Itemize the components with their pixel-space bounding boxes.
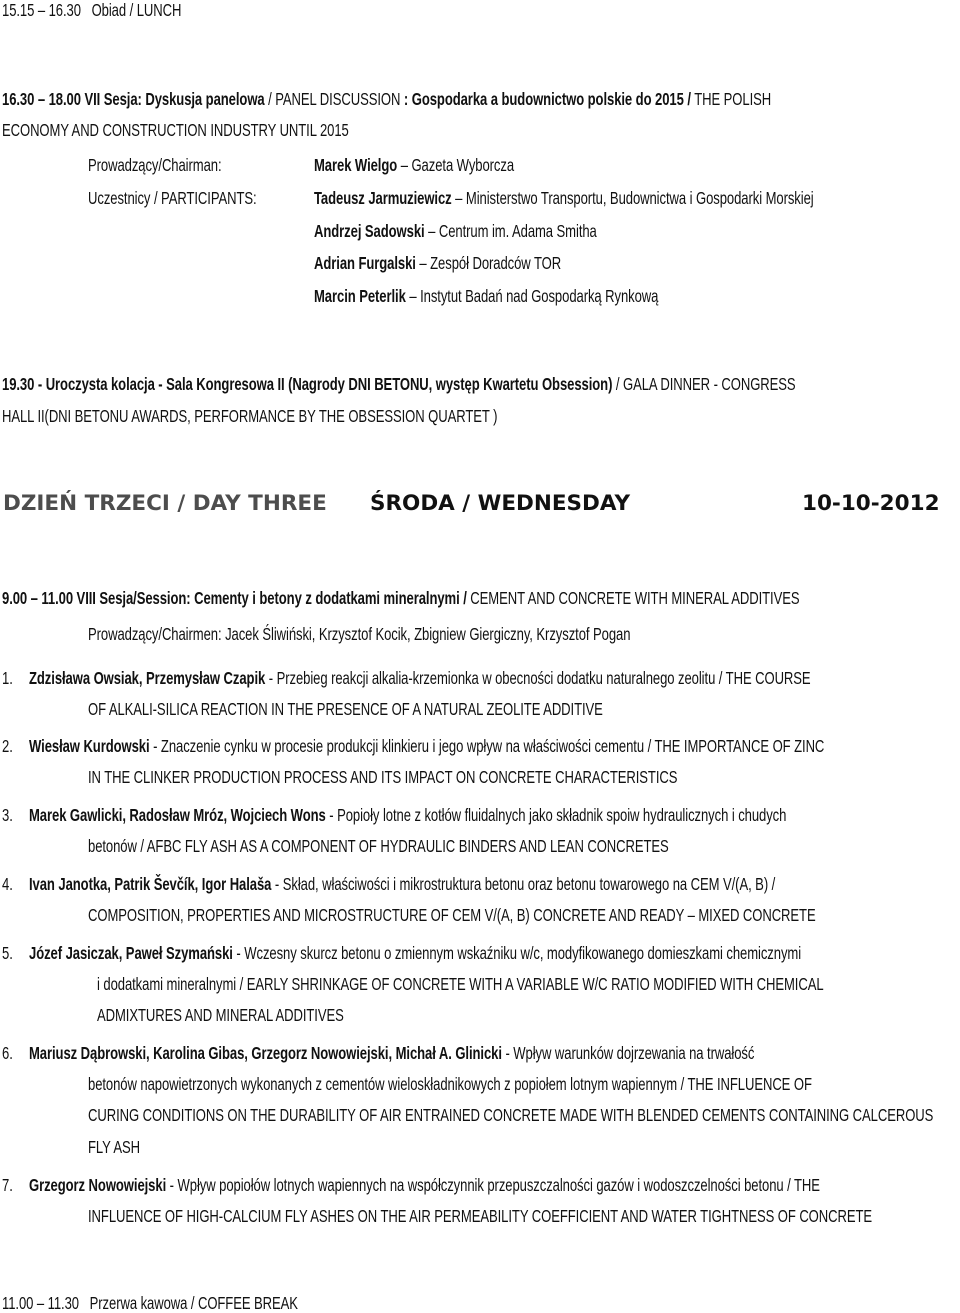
paper-authors: Wiesław Kurdowski [29, 736, 150, 756]
participant-org: – Centrum im. Adama Smitha [424, 221, 597, 241]
paper-title: - Znaczenie cynku w procesie produkcji klinkieru i jego wpływ na właściwości cementu / THE IMPORTANCE OF ZINC [149, 736, 825, 756]
paper-title: - Skład, właściwości i mikrostruktura betonu oraz betonu towarowego na CEM V/(A, B) / [271, 874, 776, 894]
paper-title-cont: i dodatkami mineralnymi / EARLY SHRINKAGE OF CONCRETE WITH A VARIABLE W/C RATIO MODIFIED WITH CHEMICAL [97, 974, 824, 994]
participant-name: Tadeusz Jarmuziewicz [314, 188, 452, 208]
paper-title: - Przebieg reakcji alkalia-krzemionka w obecności dodatku naturalnego zeolitu / THE COURSE [265, 668, 811, 688]
chair-name: Marek Wielgo [314, 155, 398, 175]
paper-title: - Wpływ warunków dojrzewania na trwałość [501, 1043, 755, 1063]
paper-title-cont: INFLUENCE OF HIGH-CALCIUM FLY ASHES ON THE AIR PERMEABILITY COEFFICIENT AND WATER TIGHTNESS OF CONCRETE [88, 1206, 873, 1226]
participant-name: Adrian Furgalski [314, 253, 416, 273]
session7-time: 16.30 – 18.00 [2, 89, 81, 109]
paper-number: 3. [2, 805, 13, 825]
paper-title-cont: CURING CONDITIONS ON THE DURABILITY OF AIR ENTRAINED CONCRETE MADE WITH BLENDED CEMENTS CONTAINING CALCEROUS [88, 1105, 934, 1125]
session7-topic-en: THE POLISH [690, 89, 772, 109]
participant-row [314, 221, 597, 241]
paper-line [29, 805, 786, 825]
lunch-time: 15.15 – 16.30 [2, 0, 81, 20]
participant-name: Marcin Peterlik [314, 286, 406, 306]
paper-authors: Ivan Janotka, Patrik Ševčík, Igor Halaša [29, 874, 272, 894]
paper-number: 7. [2, 1175, 13, 1195]
dinner-en: / GALA DINNER - CONGRESS [612, 374, 796, 394]
paper-number: 4. [2, 874, 13, 894]
paper-line [29, 1043, 754, 1063]
session7-title: VII Sesja: Dyskusja panelowa [84, 89, 265, 109]
paper-title-cont: COMPOSITION, PROPERTIES AND MICROSTRUCTURE OF CEM V/(A, B) CONCRETE AND READY – MIXED CONCRETE [88, 905, 816, 925]
participant-org: – Zespół Doradców TOR [415, 253, 562, 273]
separator: / [264, 89, 276, 109]
session8-en: CEMENT AND CONCRETE WITH MINERAL ADDITIVES [466, 588, 800, 608]
paper-title: - Wpływ popiołów lotnych wapiennych na współczynnik przepuszczalności gazów i wodoszczelności betonu / THE [166, 1175, 820, 1195]
dinner-en-cont: HALL II(DNI BETONU AWARDS, PERFORMANCE BY THE OBSESSION QUARTET ) [2, 406, 498, 426]
session7-panel-en: PANEL DISCUSSION [275, 89, 401, 109]
lunch-line [2, 0, 181, 20]
session8-chairs: Prowadzący/Chairmen: Jacek Śliwiński, Krzysztof Kocik, Zbigniew Giergiczny, Krzysztof Pogan [88, 624, 631, 644]
dinner-line [2, 374, 796, 394]
paper-number: 6. [2, 1043, 13, 1063]
paper-number: 5. [2, 943, 13, 963]
coffee-time: 11.00 – 11.30 [2, 1293, 79, 1313]
participant-row [314, 188, 814, 208]
paper-title-cont: FLY ASH [88, 1137, 140, 1157]
paper-line [29, 668, 811, 688]
paper-title-cont: OF ALKALI-SILICA REACTION IN THE PRESENCE OF A NATURAL ZEOLITE ADDITIVE [88, 699, 603, 719]
paper-authors: Grzegorz Nowowiejski [29, 1175, 167, 1195]
participants-label: Uczestnicy / PARTICIPANTS: [88, 188, 257, 208]
participant-org: – Ministerstwo Transportu, Budownictwa i Gospodarki Morskiej [451, 188, 814, 208]
paper-title: - Popioły lotne z kotłów fluidalnych jako składnik spoiw hydraulicznych i chudych [325, 805, 787, 825]
coffee-line [2, 1293, 298, 1313]
lunch-label: Obiad / LUNCH [91, 0, 182, 20]
paper-authors: Zdzisława Owsiak, Przemysław Czapik [29, 668, 266, 688]
paper-number: 1. [2, 668, 13, 688]
participant-name: Andrzej Sadowski [314, 221, 425, 241]
session7-topic-en-cont: ECONOMY AND CONSTRUCTION INDUSTRY UNTIL 2015 [2, 120, 349, 140]
chair-label: Prowadzący/Chairman: [88, 155, 222, 175]
participant-row [314, 286, 658, 306]
paper-line [29, 736, 824, 756]
day-date: 10-10-2012 [802, 491, 940, 516]
paper-line [29, 943, 801, 963]
session7-header [2, 89, 771, 109]
session8-title: 9.00 – 11.00 VIII Sesja/Session: Cementy i betony z dodatkami mineralnymi / [2, 588, 467, 608]
paper-line [29, 1175, 820, 1195]
coffee-label: Przerwa kawowa / COFFEE BREAK [89, 1293, 298, 1313]
day-label: DZIEŃ TRZECI / DAY THREE [3, 491, 327, 516]
chair-line [314, 155, 514, 175]
day-weekday: ŚRODA / WEDNESDAY [370, 491, 631, 516]
paper-authors: Mariusz Dąbrowski, Karolina Gibas, Grzegorz Nowowiejski, Michał A. Glinicki [29, 1043, 502, 1063]
participant-org: – Instytut Badań nad Gospodarką Rynkową [405, 286, 659, 306]
paper-title-cont: IN THE CLINKER PRODUCTION PROCESS AND ITS IMPACT ON CONCRETE CHARACTERISTICS [88, 767, 678, 787]
participant-row [314, 253, 561, 273]
paper-title-cont: betonów napowietrzonych wykonanych z cementów wieloskładnikowych z popiołem lotnym wapiennym / THE INFLUENCE OF [88, 1074, 812, 1094]
paper-authors: Marek Gawlicki, Radosław Mróz, Wojciech Wons [29, 805, 326, 825]
dinner-title: 19.30 - Uroczysta kolacja - Sala Kongresowa II (Nagrody DNI BETONU, występ Kwartetu Obsession) [2, 374, 613, 394]
paper-authors: Józef Jasiczak, Paweł Szymański [29, 943, 233, 963]
paper-number: 2. [2, 736, 13, 756]
paper-title-cont: ADMIXTURES AND MINERAL ADDITIVES [97, 1005, 344, 1025]
session8-header [2, 588, 800, 608]
separator: : [400, 89, 412, 109]
paper-line [29, 874, 775, 894]
paper-title-cont: betonów / AFBC FLY ASH AS A COMPONENT OF HYDRAULIC BINDERS AND LEAN CONCRETES [88, 836, 669, 856]
chair-org: – Gazeta Wyborcza [397, 155, 515, 175]
session7-topic: Gospodarka a budownictwo polskie do 2015 / [411, 89, 691, 109]
paper-title: - Wczesny skurcz betonu o zmiennym wskaźniku w/c, modyfikowanego domieszkami chemicznymi [232, 943, 802, 963]
